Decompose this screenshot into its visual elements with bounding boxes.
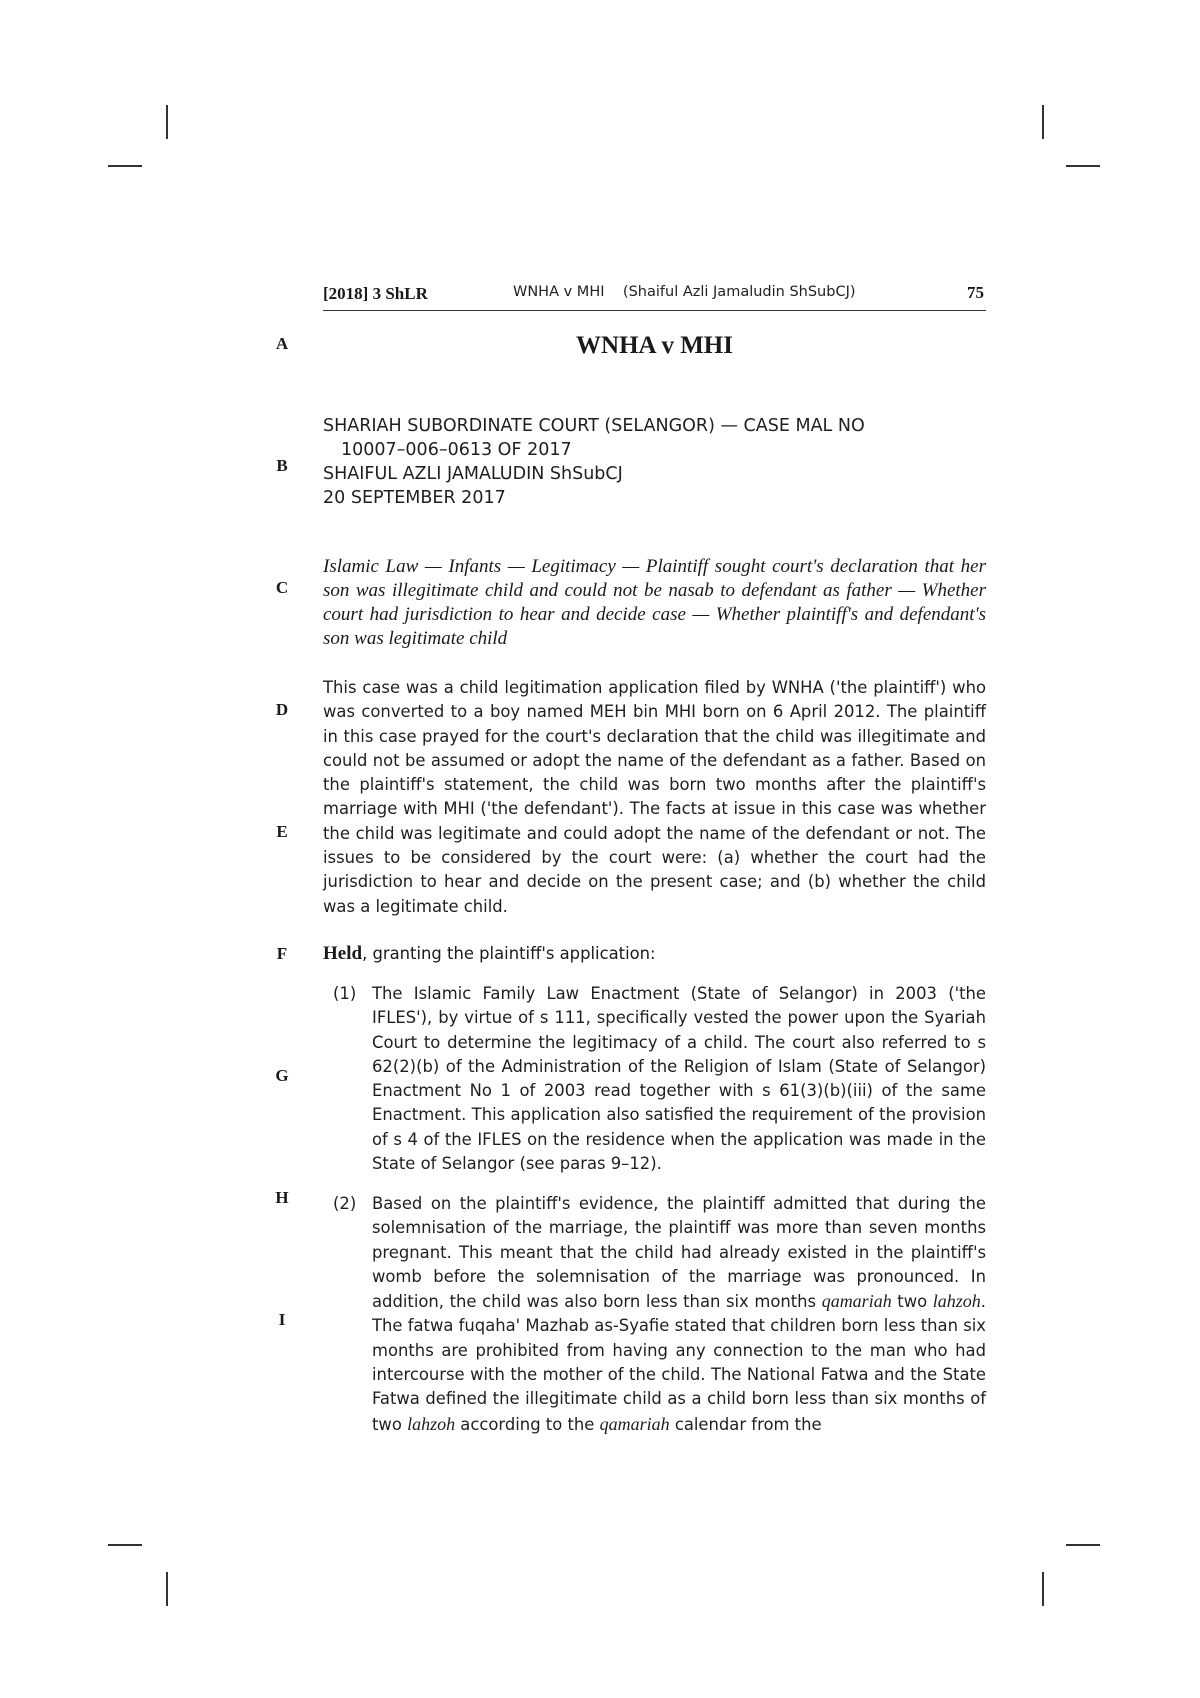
court-details: [323, 414, 986, 510]
court-name: SHARIAH SUBORDINATE COURT (SELANGOR) — CASE MAL NO: [323, 416, 865, 436]
margin-letter-b: B: [276, 456, 288, 475]
crop-mark-top-left: [166, 105, 168, 139]
held-heading: [323, 942, 986, 966]
margin-letter-i: I: [278, 1310, 286, 1329]
held-label: Held: [323, 943, 363, 964]
case-title: WNHA v MHI: [576, 332, 733, 359]
margin-letter-e: E: [276, 822, 288, 841]
margin-letter-c: C: [275, 578, 289, 597]
held-text: , granting the plaintiff's application:: [362, 944, 656, 963]
crop-mark-bottom-left-h: [108, 1544, 142, 1546]
crop-mark-bottom-left: [166, 1572, 168, 1606]
page-number: 75: [967, 283, 984, 302]
held-point-1: [323, 982, 986, 1176]
crop-mark-top-right-h: [1066, 165, 1100, 167]
point-number: (1): [333, 984, 357, 1003]
case-number: 10007–006–0613 OF 2017: [341, 440, 572, 460]
point-text: Based on the plaintiff's evidence, the plaintiff admitted that during the solemnisation of the marriage, the plaintiff was more than seven months pregnant. This meant that the child had already existed in the plaintiff's womb before the solemnisation of the marriage was pronounced. In addition, the child was also born less than six months qamariah two lahzoh. The fatwa fuqaha' Mazhab as-Syafie stated that children born less than six months are prohibited from having any connection to the man who had intercourse with the mother of the child. The National Fatwa and the State Fatwa defined the illegitimate child as a child born less than six months of two lahzoh according to the qamariah calendar from the: [372, 1194, 986, 1434]
crop-mark-top-left-h: [108, 165, 142, 167]
report-citation: [2018] 3 ShLR: [323, 284, 428, 303]
running-head-case: WNHA v MHI (Shaiful Azli Jamaludin ShSubCJ): [513, 284, 856, 300]
point-text: The Islamic Family Law Enactment (State of Selangor) in 2003 ('the IFLES'), by virtue of s 111, specifically vested the power upon the Syariah Court to determine the legitimacy of a child. The court also referred to s 62(2)(b) of the Administration of the Religion of Islam (State of Selangor) Enactment No 1 of 2003 read together with s 61(3)(b)(iii) of the same Enactment. This application also satisfied the requirement of the provision of s 4 of the IFLES on the residence when the application was made in the State of Selangor (see paras 9–12).: [372, 984, 986, 1174]
point-number: (2): [333, 1194, 357, 1213]
margin-letter-a: A: [275, 334, 289, 353]
catchwords: Islamic Law — Infants — Legitimacy — Plaintiff sought court's declaration that her son was illegitimate child and could not be nasab to defendant as father — Whether court had jurisdiction to hear and decide case — Whether plaintiff's and defendant's son was legitimate child: [323, 556, 986, 649]
margin-letter-f: F: [276, 944, 288, 963]
margin-letter-g: G: [275, 1066, 289, 1085]
held-point-2: [323, 1192, 986, 1437]
margin-letter-h: H: [275, 1188, 289, 1207]
judgment-date: 20 SEPTEMBER 2017: [323, 488, 506, 508]
crop-mark-bottom-right-h: [1066, 1544, 1100, 1546]
crop-mark-top-right: [1042, 105, 1044, 139]
running-head: [323, 282, 986, 311]
case-summary: This case was a child legitimation application filed by WNHA ('the plaintiff') who was converted to a boy named MEH bin MHI born on 6 April 2012. The plaintiff in this case prayed for the court's declaration that the child was illegitimate and could not be assumed or adopt the name of the defendant as a father. Based on the plaintiff's statement, the child was born two months after the plaintiff's marriage with MHI ('the defendant'). The facts at issue in this case was whether the child was legitimate and could adopt the name of the defendant or not. The issues to be considered by the court were: (a) whether the court had the jurisdiction to hear and decide on the present case; and (b) whether the child was a legitimate child.: [323, 678, 986, 916]
crop-mark-bottom-right: [1042, 1572, 1044, 1606]
margin-letter-d: D: [275, 700, 289, 719]
judge-name: SHAIFUL AZLI JAMALUDIN ShSubCJ: [323, 464, 623, 484]
